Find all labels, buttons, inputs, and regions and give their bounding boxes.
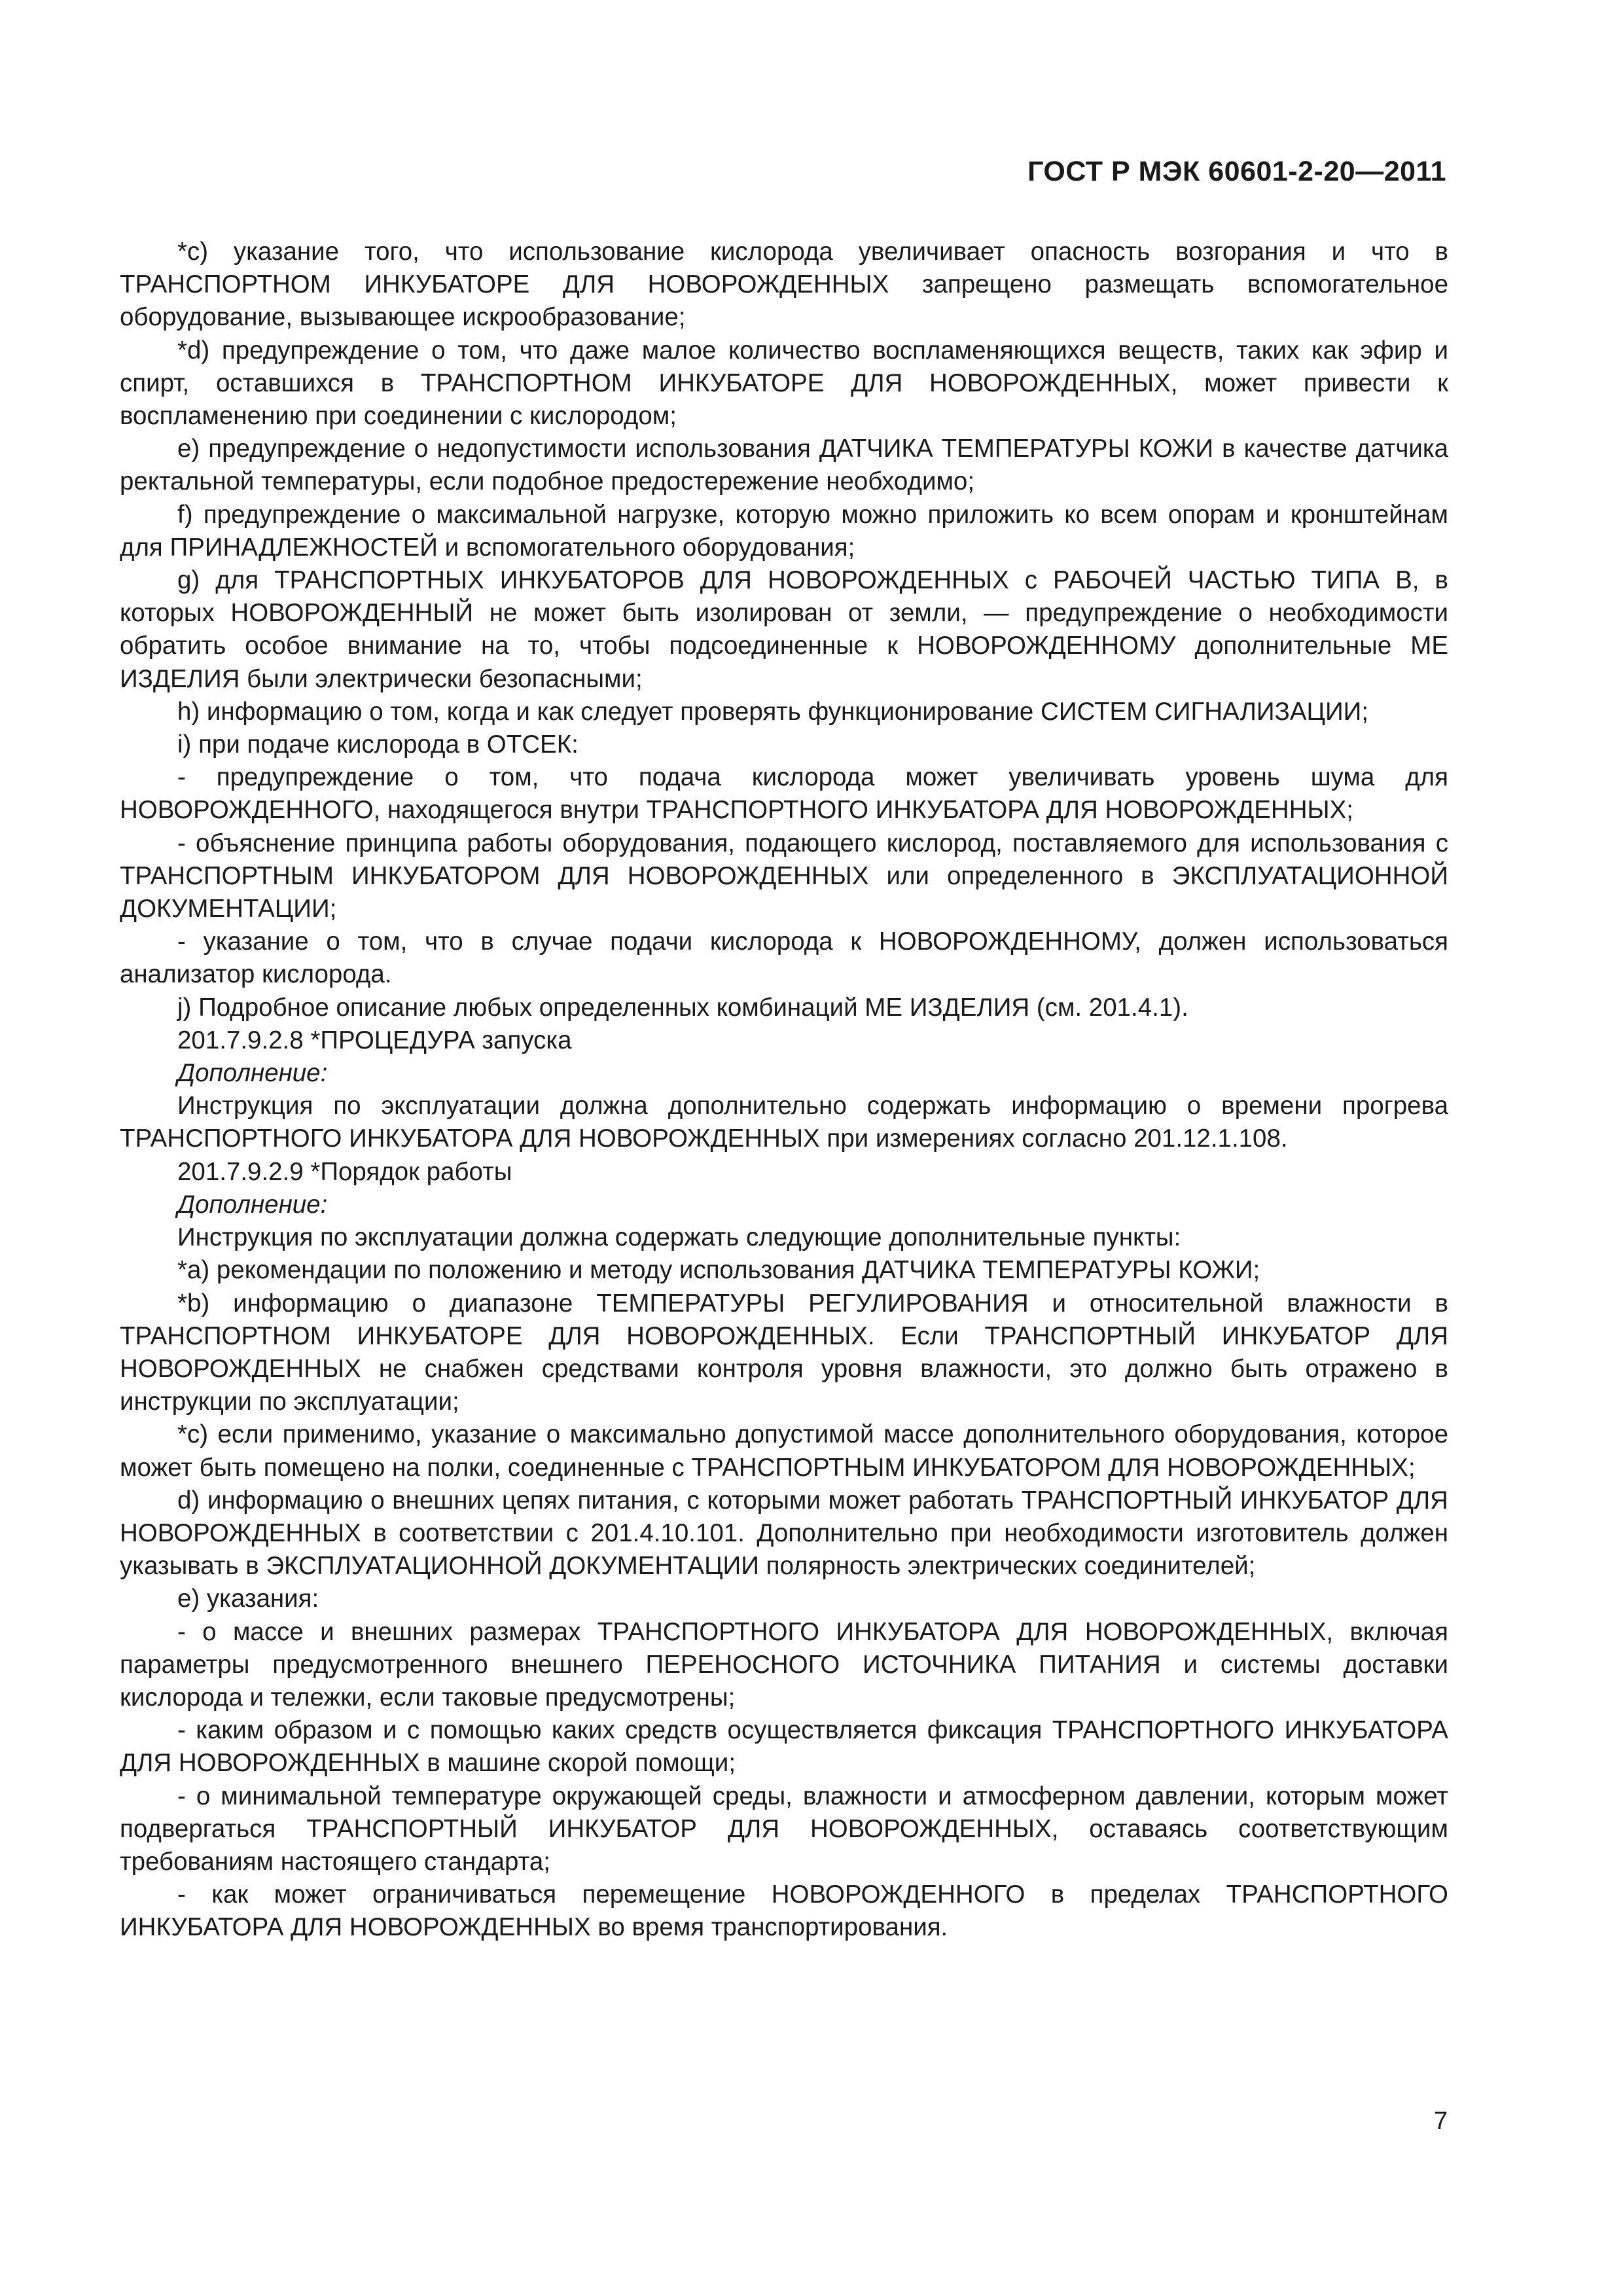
paragraph-item-e-skin-sensor: e) предупреждение о недопустимости использования ДАТЧИКА ТЕМПЕРАТУРЫ КОЖИ в качестве датчика ректальной температуры, если подобное предостережение необходимо; xyxy=(120,435,1448,496)
paragraph-dash-newborn-movement: - как может ограничиваться перемещение НОВОРОЖДЕННОГО в пределах ТРАНСПОРТНОГО ИНКУБАТОРА ДЛЯ НОВОРОЖДЕННЫХ во время транспортирования. xyxy=(120,1880,1448,1942)
paragraph-item-j-combinations: j) Подробное описание любых определенных комбинаций МЕ ИЗДЕЛИЯ (см. 201.4.1). xyxy=(177,993,1188,1022)
paragraph-dash-oxygen-equipment: - объяснение принципа работы оборудования, подающего кислород, поставляемого для использования с ТРАНСПОРТНЫМ ИНКУБАТОРОМ ДЛЯ НОВОРОЖДЕННЫХ или определенного в ЭКСПЛУАТАЦИОННОЙ ДОКУМЕНТАЦИИ; xyxy=(120,829,1448,924)
paragraph-dash-oxygen-analyzer: - указание о том, что в случае подачи кислорода к НОВОРОЖДЕННОМУ, должен использоваться анализатор кислорода. xyxy=(120,927,1448,989)
section-heading-operation-order: 201.7.9.2.9 *Порядок работы xyxy=(177,1157,512,1186)
addition-label: Дополнение: xyxy=(177,1190,328,1219)
document-body xyxy=(120,236,1448,1945)
paragraph-dash-ambulance-fixing: - каким образом и с помощью каких средств осуществляется фиксация ТРАНСПОРТНОГО ИНКУБАТОРА ДЛЯ НОВОРОЖДЕННЫХ в машине скорой помощи; xyxy=(120,1716,1448,1778)
paragraph-additional-items-intro: Инструкция по эксплуатации должна содержать следующие дополнительные пункты: xyxy=(177,1223,1181,1252)
section-heading-startup-procedure: 201.7.9.2.8 *ПРОЦЕДУРА запуска xyxy=(177,1026,572,1054)
paragraph-dash-noise-warning: - предупреждение о том, что подача кислорода может увеличивать уровень шума для НОВОРОЖДЕННОГО, находящегося внутри ТРАНСПОРТНОГО ИНКУБАТОРА ДЛЯ НОВОРОЖДЕННЫХ; xyxy=(120,763,1448,825)
paragraph-item-c-oxygen-fire: *c) указание того, что использование кислорода увеличивает опасность возгорания и что в ТРАНСПОРТНОМ ИНКУБАТОРЕ ДЛЯ НОВОРОЖДЕННЫХ запрещено размещать вспомогательное оборудование, вызывающее искрообразование; xyxy=(120,238,1448,332)
paragraph-dash-ambient-conditions: - о минимальной температуре окружающей среды, влажности и атмосферном давлении, которым может подвергаться ТРАНСПОРТНЫЙ ИНКУБАТОР ДЛЯ НОВОРОЖДЕННЫХ, оставаясь соответствующим требованиям настоящего стандарта; xyxy=(120,1782,1448,1876)
paragraph-item-e-instructions: e) указания: xyxy=(177,1585,319,1613)
document-header-code: ГОСТ Р МЭК 60601-2-20—2011 xyxy=(1027,156,1446,187)
paragraph-item-b-temperature-range: *b) информацию о диапазоне ТЕМПЕРАТУРЫ РЕГУЛИРОВАНИЯ и относительной влажности в ТРАНСПОРТНОМ ИНКУБАТОРЕ ДЛЯ НОВОРОЖДЕННЫХ. Если ТРАНСПОРТНЫЙ ИНКУБАТОР ДЛЯ НОВОРОЖДЕННЫХ не снабжен средствами контроля уровня влажности, это должно быть отражено в инструкции по эксплуатации; xyxy=(120,1289,1448,1416)
addition-label: Дополнение: xyxy=(177,1059,328,1088)
paragraph-dash-mass-dimensions: - о массе и внешних размерах ТРАНСПОРТНОГО ИНКУБАТОРА ДЛЯ НОВОРОЖДЕННЫХ, включая параметры предусмотренного внешнего ПЕРЕНОСНОГО ИСТОЧНИКА ПИТАНИЯ и системы доставки кислорода и тележки, если таковые предусмотрены; xyxy=(120,1617,1448,1712)
paragraph-item-g-applied-part: g) для ТРАНСПОРТНЫХ ИНКУБАТОРОВ ДЛЯ НОВОРОЖДЕННЫХ с РАБОЧЕЙ ЧАСТЬЮ ТИПА В, в которых НОВОРОЖДЕННЫЙ не может быть изолирован от земли, — предупреждение о необходимости обратить особое внимание на то, чтобы подсоединенные к НОВОРОЖДЕННОМУ дополнительные МЕ ИЗДЕЛИЯ были электрически безопасными; xyxy=(120,566,1448,693)
paragraph-item-d-flammables: *d) предупреждение о том, что даже малое количество воспламеняющихся веществ, таких как эфир и спирт, оставшихся в ТРАНСПОРТНОМ ИНКУБАТОРЕ ДЛЯ НОВОРОЖДЕННЫХ, может привести к воспламенению при соединении с кислородом; xyxy=(120,336,1448,431)
paragraph-item-d-power-circuits: d) информацию о внешних цепях питания, с которыми может работать ТРАНСПОРТНЫЙ ИНКУБАТОР ДЛЯ НОВОРОЖДЕННЫХ в соответствии с 201.4.10.101. Дополнительно при необходимости изготовитель должен указывать в ЭКСПЛУАТАЦИОННОЙ ДОКУМЕНТАЦИИ полярность электрических соединителей; xyxy=(120,1486,1448,1581)
page-number: 7 xyxy=(1433,2108,1448,2135)
paragraph-item-c-max-mass: *c) если применимо, указание о максимально допустимой массе дополнительного оборудования, которое может быть помещено на полки, соединенные с ТРАНСПОРТНЫМ ИНКУБАТОРОМ ДЛЯ НОВОРОЖДЕННЫХ; xyxy=(120,1420,1448,1482)
paragraph-item-f-max-load: f) предупреждение о максимальной нагрузке, которую можно приложить ко всем опорам и кронштейнам для ПРИНАДЛЕЖНОСТЕЙ и вспомогательного оборудования; xyxy=(120,500,1448,562)
paragraph-warmup-time: Инструкция по эксплуатации должна дополнительно содержать информацию о времени прогрева ТРАНСПОРТНОГО ИНКУБАТОРА ДЛЯ НОВОРОЖДЕННЫХ при измерениях согласно 201.12.1.108. xyxy=(120,1092,1448,1153)
paragraph-item-h-alarm-check: h) информацию о том, когда и как следует проверять функционирование СИСТЕМ СИГНАЛИЗАЦИИ; xyxy=(177,697,1369,726)
paragraph-item-a-sensor-position: *a) рекомендации по положению и методу использования ДАТЧИКА ТЕМПЕРАТУРЫ КОЖИ; xyxy=(177,1256,1260,1285)
paragraph-item-i-oxygen-supply: i) при подаче кислорода в ОТСЕК: xyxy=(177,730,579,759)
